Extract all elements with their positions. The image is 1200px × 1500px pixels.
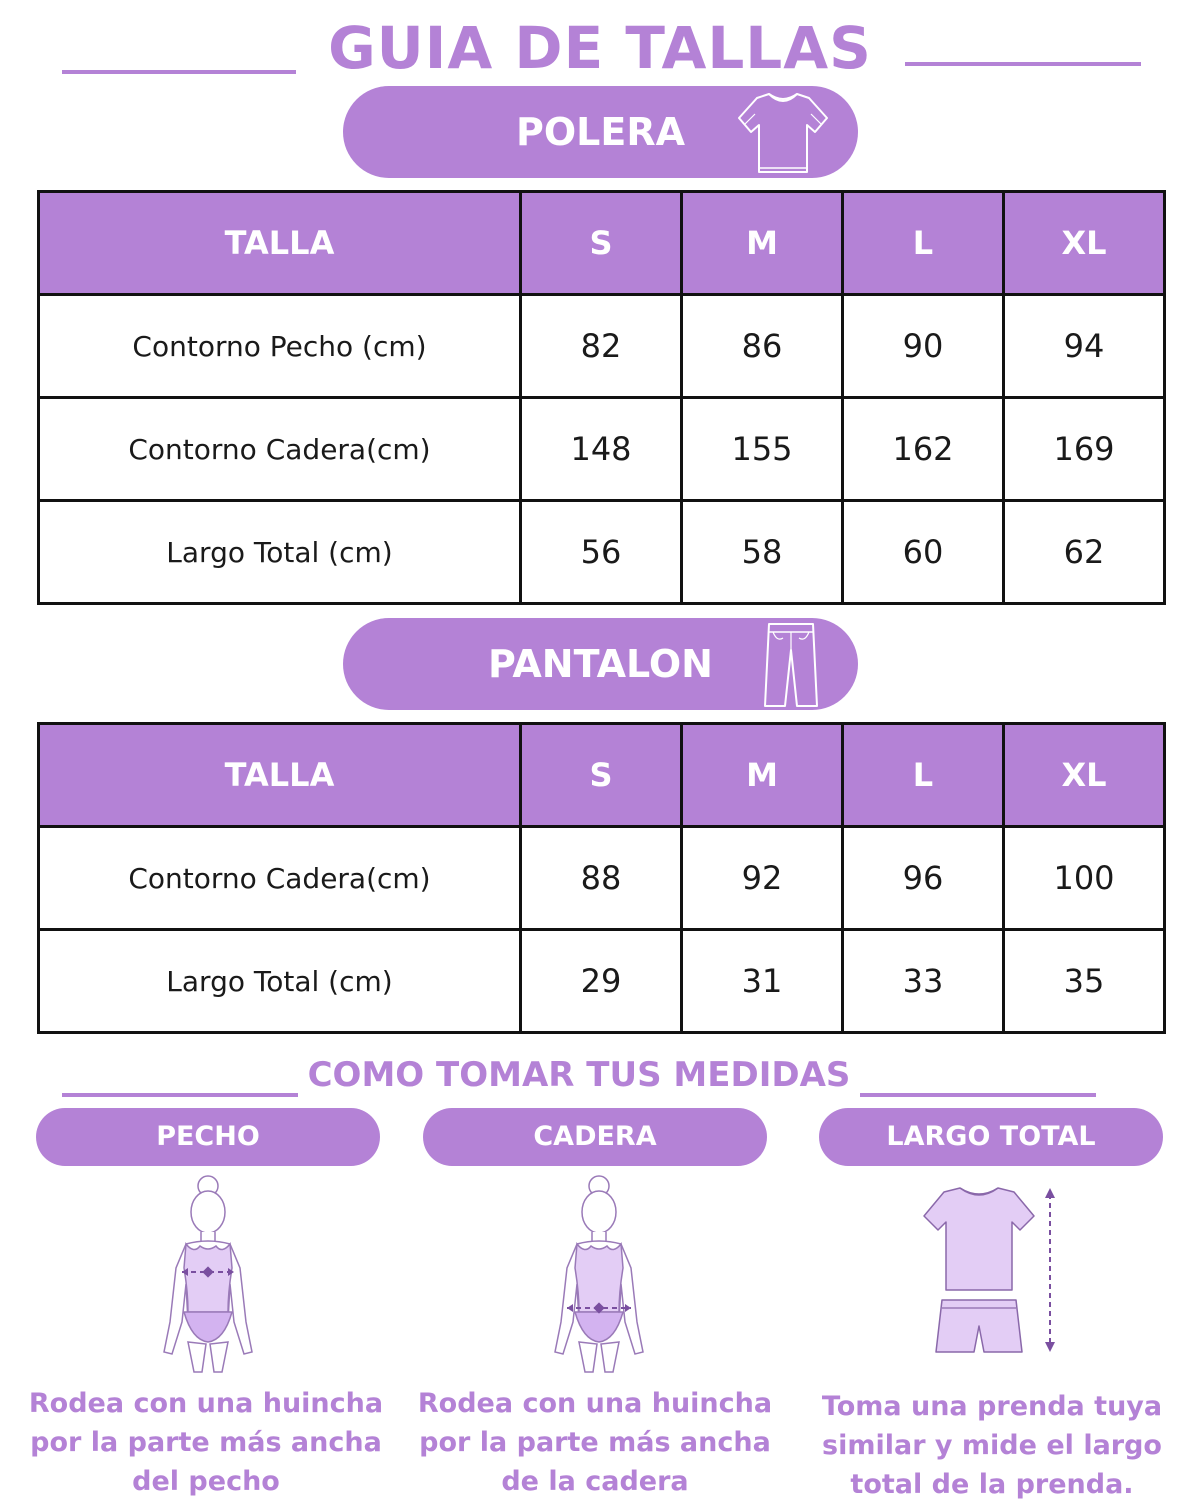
pantalon-label: PANTALON [488, 642, 713, 686]
instruction-line: del pecho [132, 1466, 280, 1497]
row-label: Contorno Cadera(cm) [39, 827, 521, 930]
table-cell: 35 [1004, 930, 1165, 1033]
instruction-line: total de la prenda. [850, 1469, 1134, 1500]
column-header: S [521, 724, 682, 827]
column-header: M [682, 192, 843, 295]
pantalon-size-table [37, 722, 1166, 1034]
body-hip-measure-icon [539, 1172, 659, 1376]
largo-total-label-pill: LARGO TOTAL [819, 1108, 1163, 1166]
table-cell: 162 [843, 398, 1004, 501]
table-row [39, 501, 1165, 604]
pecho-instructions [16, 1384, 396, 1500]
pants-icon [761, 620, 821, 710]
column-header: L [843, 724, 1004, 827]
body-chest-measure-icon [148, 1172, 268, 1376]
instruction-line: similar y mide el largo [822, 1430, 1162, 1461]
pantalon-header [343, 618, 858, 710]
column-header: TALLA [39, 724, 521, 827]
tshirt-icon [735, 88, 831, 176]
instruction-line: Toma una prenda tuya [821, 1391, 1163, 1422]
garment-length-icon [918, 1182, 1068, 1358]
column-header: M [682, 724, 843, 827]
subtitle-line-left [62, 1093, 298, 1097]
table-cell: 92 [682, 827, 843, 930]
instruction-line: por la parte más ancha [419, 1427, 771, 1458]
pecho-label-pill: PECHO [36, 1108, 380, 1166]
table-row [39, 930, 1165, 1033]
table-cell: 60 [843, 501, 1004, 604]
column-header: TALLA [39, 192, 521, 295]
table-cell: 148 [521, 398, 682, 501]
table-header-row [39, 724, 1165, 827]
instruction-line: Rodea con una huincha [28, 1388, 384, 1419]
column-header: L [843, 192, 1004, 295]
table-cell: 90 [843, 295, 1004, 398]
cadera-label-pill: CADERA [423, 1108, 767, 1166]
table-row [39, 295, 1165, 398]
instruction-line: Rodea con una huincha [417, 1388, 773, 1419]
table-cell: 82 [521, 295, 682, 398]
table-row [39, 398, 1165, 501]
instruction-line: por la parte más ancha [30, 1427, 382, 1458]
column-header: XL [1004, 724, 1165, 827]
largo-total-instructions [802, 1387, 1182, 1500]
title-line-left [62, 70, 296, 74]
polera-label: POLERA [516, 110, 685, 154]
table-cell: 169 [1004, 398, 1165, 501]
table-cell: 155 [682, 398, 843, 501]
table-cell: 29 [521, 930, 682, 1033]
table-cell: 56 [521, 501, 682, 604]
table-cell: 33 [843, 930, 1004, 1033]
row-label: Contorno Cadera(cm) [39, 398, 521, 501]
page-title: GUIA DE TALLAS [328, 14, 872, 82]
cadera-instructions [405, 1384, 785, 1500]
row-label: Contorno Pecho (cm) [39, 295, 521, 398]
table-cell: 94 [1004, 295, 1165, 398]
polera-size-table [37, 190, 1166, 605]
table-cell: 86 [682, 295, 843, 398]
table-cell: 100 [1004, 827, 1165, 930]
instruction-line: de la cadera [501, 1466, 689, 1497]
table-cell: 96 [843, 827, 1004, 930]
column-header: XL [1004, 192, 1165, 295]
table-cell: 62 [1004, 501, 1165, 604]
table-cell: 31 [682, 930, 843, 1033]
row-label: Largo Total (cm) [39, 501, 521, 604]
table-header-row [39, 192, 1165, 295]
title-line-right [905, 62, 1141, 66]
subtitle-line-right [860, 1093, 1096, 1097]
column-header: S [521, 192, 682, 295]
table-row [39, 827, 1165, 930]
table-cell: 58 [682, 501, 843, 604]
polera-header [343, 86, 858, 178]
row-label: Largo Total (cm) [39, 930, 521, 1033]
howto-title: COMO TOMAR TUS MEDIDAS [307, 1055, 851, 1095]
table-cell: 88 [521, 827, 682, 930]
